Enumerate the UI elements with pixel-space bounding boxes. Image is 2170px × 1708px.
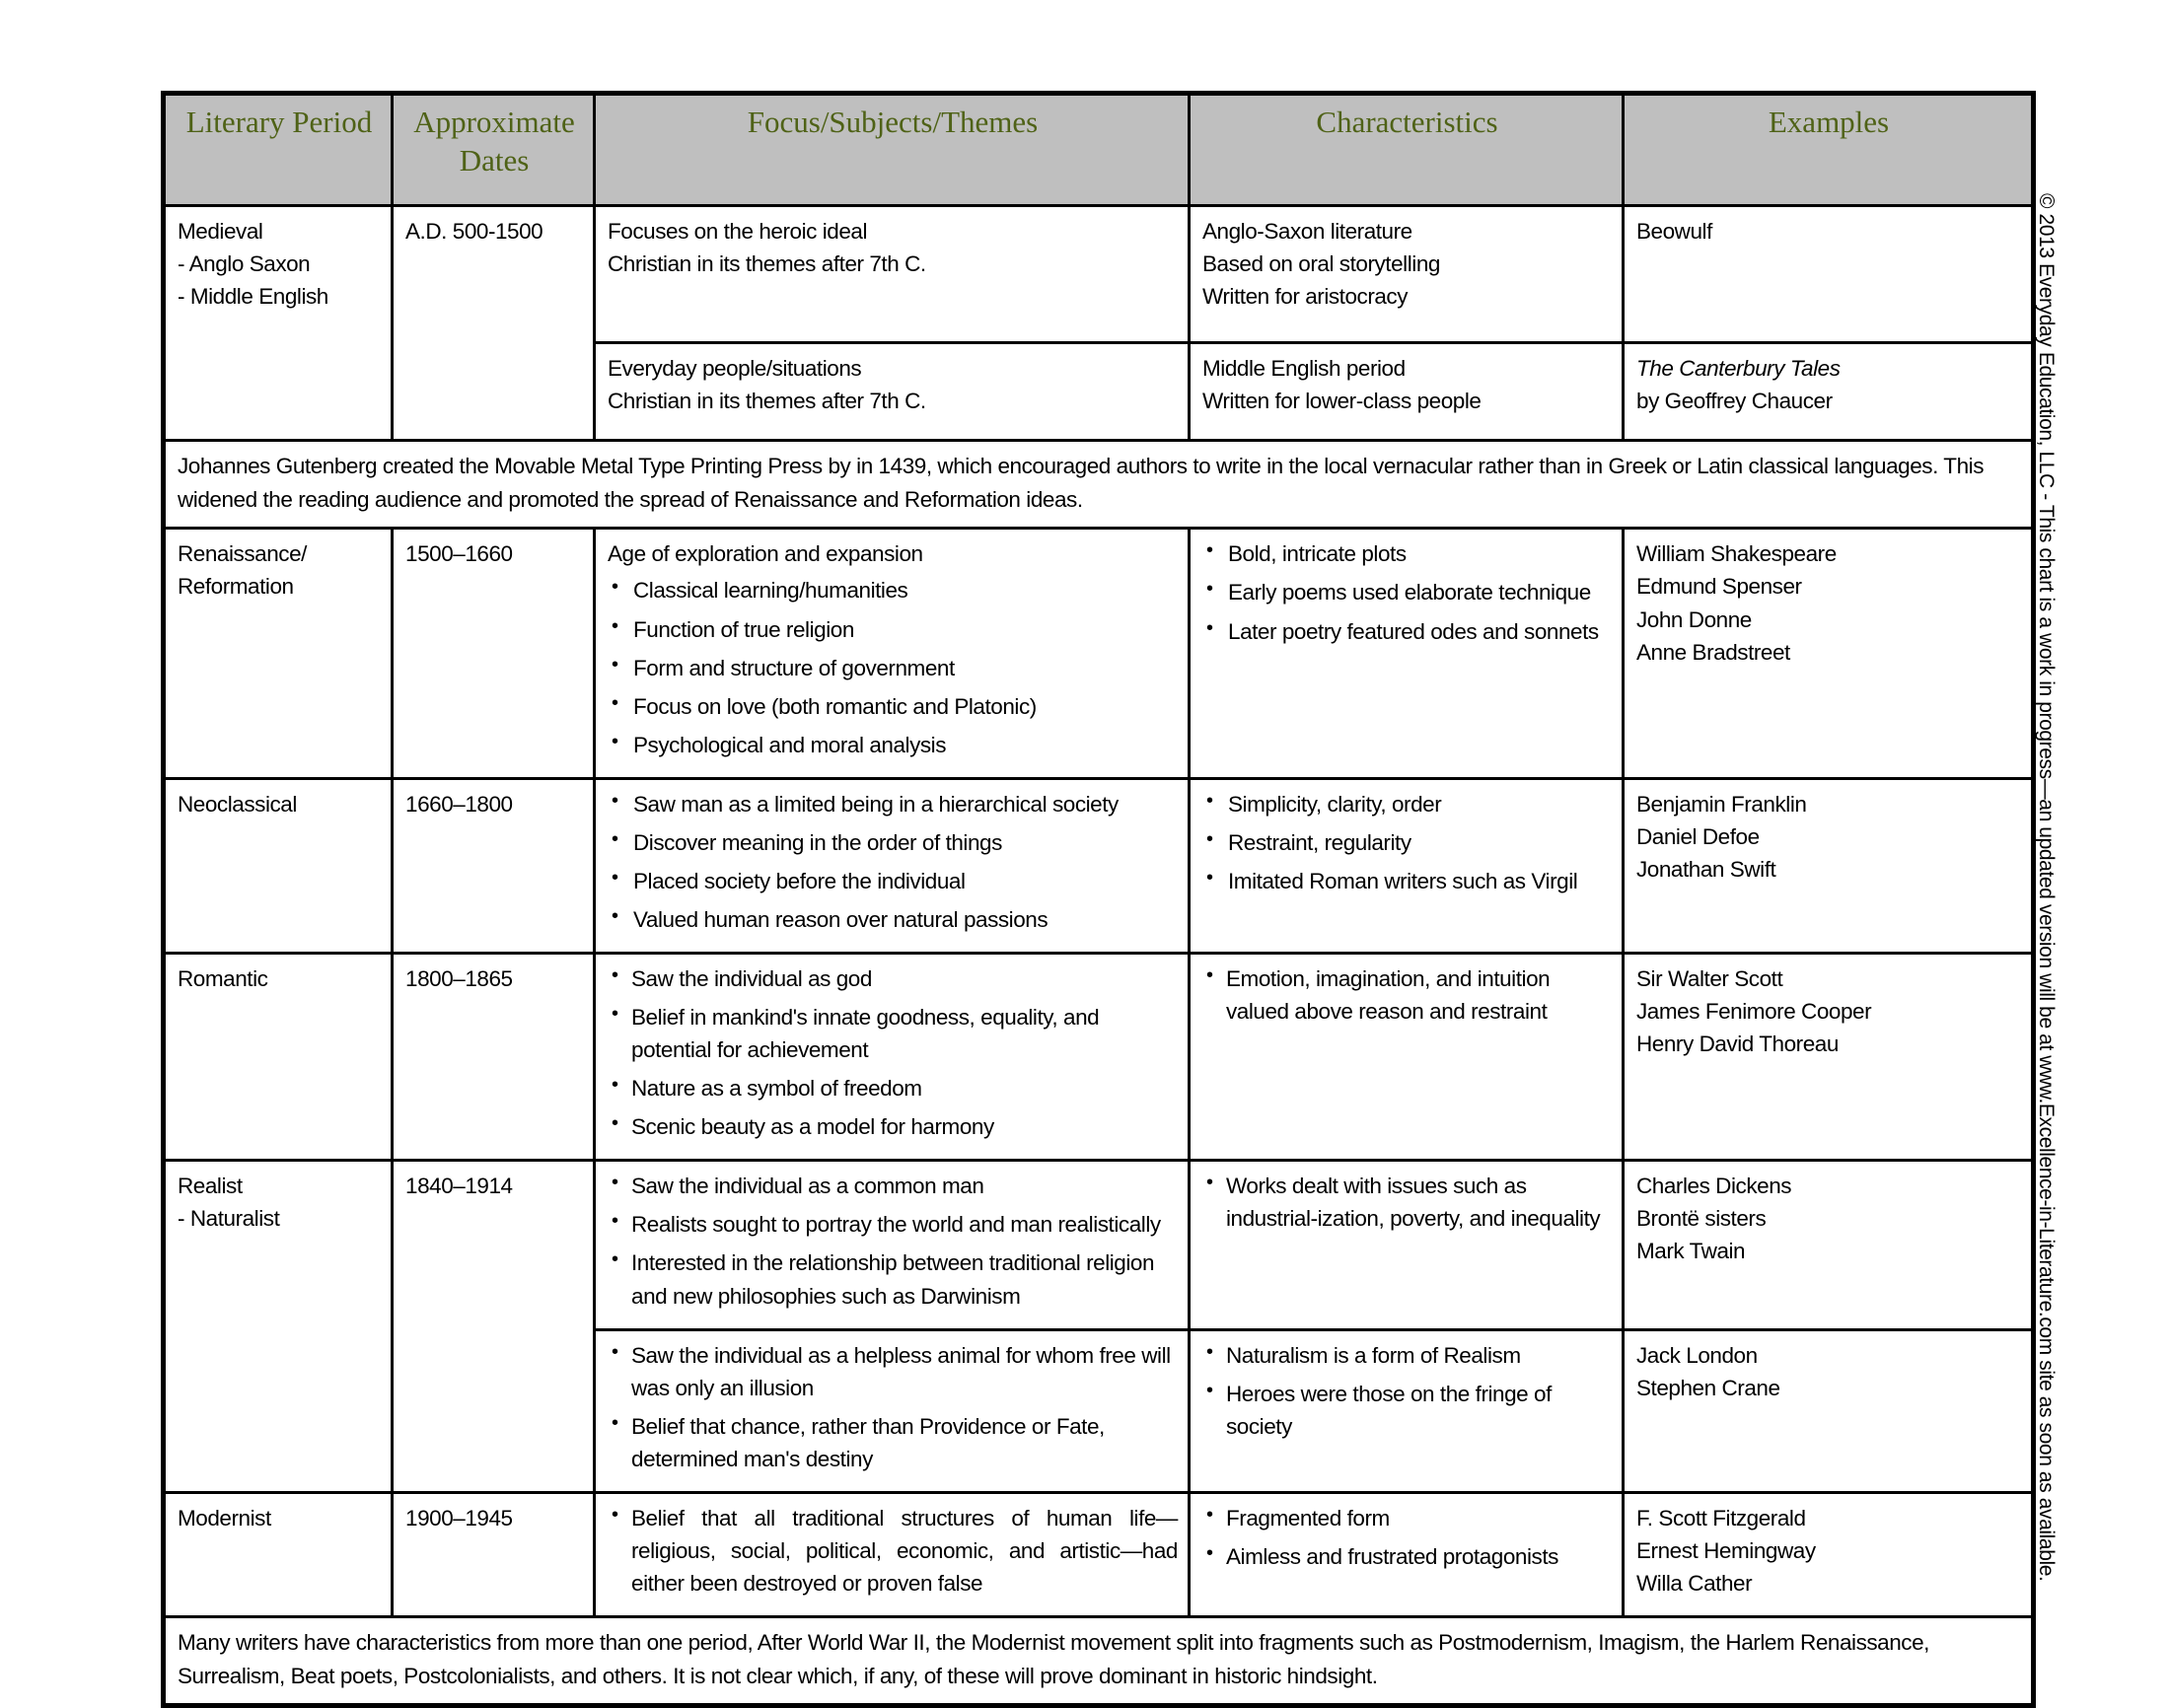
list-item: • Naturalism is a form of Realism bbox=[1202, 1339, 1612, 1372]
focus-bullet-list bbox=[608, 1170, 1178, 1312]
table-row-medieval-a bbox=[164, 206, 2034, 343]
list-item: • Early poems used elaborate technique bbox=[1202, 576, 1612, 608]
cell-closing-note bbox=[164, 1617, 2034, 1706]
characteristic-line: Anglo-Saxon literature bbox=[1202, 219, 1412, 244]
period-sub-middle-english: - Middle English bbox=[178, 284, 328, 310]
characteristics-bullet-list bbox=[1202, 537, 1612, 647]
characteristics-bullet-list bbox=[1202, 1339, 1612, 1443]
characteristic-line: Based on oral storytelling bbox=[1202, 251, 1440, 277]
period-name: Modernist bbox=[178, 1505, 271, 1530]
cell-examples-medieval-a bbox=[1624, 206, 2034, 343]
period-name: Realist bbox=[178, 1174, 243, 1199]
cell-period-realist bbox=[164, 1161, 393, 1493]
cell-dates-renaissance bbox=[393, 529, 595, 778]
cell-period-neoclassical bbox=[164, 778, 393, 953]
characteristic-line: Middle English period bbox=[1202, 356, 1406, 381]
cell-focus-realist-a bbox=[595, 1161, 1190, 1329]
list-item: • Form and structure of government bbox=[608, 652, 1178, 684]
dates-value: 1900–1945 bbox=[405, 1505, 513, 1530]
characteristics-bullet-list bbox=[1202, 962, 1612, 1028]
focus-bullet-list bbox=[608, 574, 1178, 760]
period-sub-naturalist: - Naturalist bbox=[178, 1206, 280, 1232]
table-body bbox=[164, 206, 2034, 1706]
period-name: Medieval bbox=[178, 219, 263, 244]
list-item: • Psychological and moral analysis bbox=[608, 729, 1178, 761]
cell-examples-realist-b bbox=[1624, 1329, 2034, 1492]
dates-value: 1800–1865 bbox=[405, 966, 513, 991]
example-line: James Fenimore Cooper bbox=[1636, 999, 1872, 1025]
cell-characteristics-renaissance bbox=[1190, 529, 1624, 778]
example-line: William Shakespeare bbox=[1636, 541, 1837, 567]
focus-bullet-list bbox=[608, 788, 1178, 936]
cell-period-medieval bbox=[164, 206, 393, 441]
table-header bbox=[164, 94, 2034, 206]
example-line: Daniel Defoe bbox=[1636, 823, 1760, 849]
characteristics-bullet-list bbox=[1202, 1502, 1612, 1573]
list-item: • Bold, intricate plots bbox=[1202, 537, 1612, 570]
cell-focus-medieval-a bbox=[595, 206, 1190, 343]
column-header-characteristics: Characteristics bbox=[1190, 94, 1624, 206]
focus-bullet-list bbox=[608, 962, 1178, 1143]
cell-characteristics-medieval-b bbox=[1190, 343, 1624, 441]
focus-bullet-list bbox=[608, 1502, 1178, 1600]
list-item: • Saw the individual as god bbox=[608, 962, 1178, 995]
focus-line: Focuses on the heroic ideal bbox=[608, 219, 868, 244]
cell-characteristics-romantic bbox=[1190, 954, 1624, 1161]
cell-focus-medieval-b bbox=[595, 343, 1190, 441]
example-line: Ernest Hemingway bbox=[1636, 1537, 1816, 1563]
list-item: • Emotion, imagination, and intuition valued above reason and restraint bbox=[1202, 962, 1612, 1028]
period-name: Renaissance/ bbox=[178, 541, 307, 567]
list-item: • Belief that all traditional structures of human life—religious, social, political, economic, and artistic—had either been destroyed or proven false bbox=[608, 1502, 1178, 1600]
list-item: • Imitated Roman writers such as Virgil bbox=[1202, 865, 1612, 897]
column-header-literary-period: Literary Period bbox=[164, 94, 393, 206]
cell-examples-modernist bbox=[1624, 1492, 2034, 1616]
list-item: • Valued human reason over natural passions bbox=[608, 903, 1178, 936]
period-name: Romantic bbox=[178, 966, 268, 991]
list-item: • Simplicity, clarity, order bbox=[1202, 788, 1612, 820]
list-item: • Nature as a symbol of freedom bbox=[608, 1072, 1178, 1104]
copyright-notice: © 2013 Everyday Education, LLC - This chart is a work in progress—an updated version will be at www.Excellence-in-Literature.com site as soon as available. bbox=[2035, 193, 2058, 1582]
list-item: • Later poetry featured odes and sonnets bbox=[1202, 615, 1612, 648]
list-item: • Saw man as a limited being in a hierarchical society bbox=[608, 788, 1178, 820]
list-item: • Heroes were those on the fringe of society bbox=[1202, 1378, 1612, 1443]
cell-examples-renaissance bbox=[1624, 529, 2034, 778]
list-item: • Realists sought to portray the world and man realistically bbox=[608, 1208, 1178, 1241]
example-line: F. Scott Fitzgerald bbox=[1636, 1505, 1806, 1530]
example-work-title: The Canterbury Tales bbox=[1636, 356, 1841, 381]
cell-examples-realist-a bbox=[1624, 1161, 2034, 1329]
characteristic-line: Written for lower-class people bbox=[1202, 389, 1482, 414]
example-line: Stephen Crane bbox=[1636, 1375, 1780, 1400]
period-name-cont: Reformation bbox=[178, 574, 294, 600]
list-item: • Saw the individual as a common man bbox=[608, 1170, 1178, 1202]
period-sub-anglo-saxon: - Anglo Saxon bbox=[178, 251, 311, 277]
list-item: • Classical learning/humanities bbox=[608, 574, 1178, 606]
list-item: • Belief that chance, rather than Providence or Fate, determined man's destiny bbox=[608, 1410, 1178, 1475]
list-item: • Works dealt with issues such as industrial-ization, poverty, and inequality bbox=[1202, 1170, 1612, 1235]
example-line: Anne Bradstreet bbox=[1636, 639, 1790, 665]
example-line: Benjamin Franklin bbox=[1636, 791, 1807, 817]
example-author: by Geoffrey Chaucer bbox=[1636, 389, 1833, 414]
cell-gutenberg-note bbox=[164, 441, 2034, 529]
example-line: Sir Walter Scott bbox=[1636, 966, 1783, 991]
cell-characteristics-realist-a bbox=[1190, 1161, 1624, 1329]
gutenberg-note-text: Johannes Gutenberg created the Movable Metal Type Printing Press by in 1439, which encouraged authors to write in the local vernacular rather than in Greek or Latin classical languages. This widened the reading audience and promoted the spread of Renaissance and Reformation ideas. bbox=[178, 454, 1985, 513]
cell-focus-neoclassical bbox=[595, 778, 1190, 953]
example-line: Jonathan Swift bbox=[1636, 856, 1776, 882]
cell-focus-renaissance bbox=[595, 529, 1190, 778]
list-item: • Belief in mankind's innate goodness, equality, and potential for achievement bbox=[608, 1001, 1178, 1066]
example-line: Jack London bbox=[1636, 1342, 1758, 1368]
dates-value: 1840–1914 bbox=[405, 1174, 513, 1199]
table-row-realist-a bbox=[164, 1161, 2034, 1329]
example-line: Brontë sisters bbox=[1636, 1206, 1767, 1232]
cell-examples-romantic bbox=[1624, 954, 2034, 1161]
cell-dates-modernist bbox=[393, 1492, 595, 1616]
list-item: • Discover meaning in the order of things bbox=[608, 826, 1178, 859]
example-line: Charles Dickens bbox=[1636, 1174, 1792, 1199]
characteristic-line: Written for aristocracy bbox=[1202, 284, 1409, 310]
focus-lead-text: Age of exploration and expansion bbox=[608, 541, 923, 567]
focus-line: Christian in its themes after 7th C. bbox=[608, 251, 926, 277]
column-header-focus-subjects-themes: Focus/Subjects/Themes bbox=[595, 94, 1190, 206]
list-item: • Scenic beauty as a model for harmony bbox=[608, 1110, 1178, 1143]
characteristics-bullet-list bbox=[1202, 1170, 1612, 1235]
dates-value: 1500–1660 bbox=[405, 541, 513, 567]
list-item: • Aimless and frustrated protagonists bbox=[1202, 1540, 1612, 1573]
dates-value: A.D. 500-1500 bbox=[405, 219, 543, 244]
cell-characteristics-neoclassical bbox=[1190, 778, 1624, 953]
cell-dates-medieval bbox=[393, 206, 595, 441]
list-item: • Saw the individual as a helpless animal for whom free will was only an illusion bbox=[608, 1339, 1178, 1404]
header-row bbox=[164, 94, 2034, 206]
focus-line: Everyday people/situations bbox=[608, 356, 862, 381]
cell-characteristics-realist-b bbox=[1190, 1329, 1624, 1492]
cell-period-romantic bbox=[164, 954, 393, 1161]
example-line: Beowulf bbox=[1636, 219, 1712, 244]
cell-characteristics-medieval-a bbox=[1190, 206, 1624, 343]
characteristics-bullet-list bbox=[1202, 788, 1612, 897]
table-row-romantic bbox=[164, 954, 2034, 1161]
table-row-renaissance bbox=[164, 529, 2034, 778]
table-row-gutenberg-note bbox=[164, 441, 2034, 529]
table-row-neoclassical bbox=[164, 778, 2034, 953]
cell-characteristics-modernist bbox=[1190, 1492, 1624, 1616]
focus-bullet-list bbox=[608, 1339, 1178, 1475]
closing-note-text: Many writers have characteristics from more than one period, After World War II, the Modernist movement split into fragments such as Postmodernism, Imagism, the Harlem Renaissance, Surrealism, Beat poets, Postcolonialists, and others. It is not clear which, if any, of these will prove dominant in historic hindsight. bbox=[178, 1630, 1929, 1689]
cell-focus-romantic bbox=[595, 954, 1190, 1161]
cell-examples-medieval-b bbox=[1624, 343, 2034, 441]
example-line: Edmund Spenser bbox=[1636, 574, 1802, 600]
cell-examples-neoclassical bbox=[1624, 778, 2034, 953]
chart-table bbox=[161, 91, 2036, 1708]
list-item: • Placed society before the individual bbox=[608, 865, 1178, 897]
period-name: Neoclassical bbox=[178, 791, 297, 817]
example-line: Henry David Thoreau bbox=[1636, 1032, 1839, 1057]
literary-periods-chart bbox=[161, 91, 2031, 1708]
table-row-closing-note bbox=[164, 1617, 2034, 1706]
cell-period-modernist bbox=[164, 1492, 393, 1616]
focus-line: Christian in its themes after 7th C. bbox=[608, 389, 926, 414]
example-line: Mark Twain bbox=[1636, 1239, 1746, 1264]
column-header-approximate-dates: Approximate Dates bbox=[393, 94, 595, 206]
cell-focus-realist-b bbox=[595, 1329, 1190, 1492]
cell-dates-neoclassical bbox=[393, 778, 595, 953]
list-item: • Fragmented form bbox=[1202, 1502, 1612, 1534]
cell-dates-realist bbox=[393, 1161, 595, 1493]
list-item: • Interested in the relationship between traditional religion and new philosophies such as Darwinism bbox=[608, 1246, 1178, 1312]
example-line: Willa Cather bbox=[1636, 1570, 1753, 1596]
example-line: John Donne bbox=[1636, 606, 1752, 632]
list-item: • Restraint, regularity bbox=[1202, 826, 1612, 859]
cell-focus-modernist bbox=[595, 1492, 1190, 1616]
table-row-modernist bbox=[164, 1492, 2034, 1616]
column-header-examples: Examples bbox=[1624, 94, 2034, 206]
list-item: • Function of true religion bbox=[608, 613, 1178, 646]
cell-period-renaissance bbox=[164, 529, 393, 778]
list-item: • Focus on love (both romantic and Platonic) bbox=[608, 690, 1178, 723]
cell-dates-romantic bbox=[393, 954, 595, 1161]
dates-value: 1660–1800 bbox=[405, 791, 513, 817]
